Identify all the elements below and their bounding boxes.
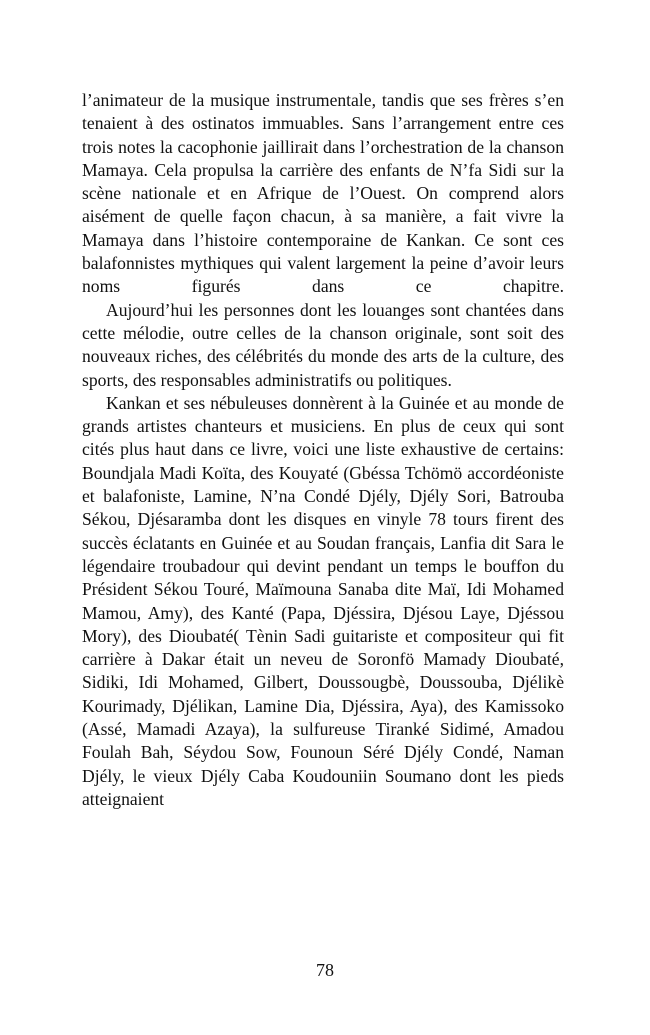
page-body bbox=[82, 89, 564, 811]
paragraph-2: Aujourd’hui les personnes dont les louanges sont chantées dans cette mélodie, outre celles de la chanson originale, sont soit des nouveaux riches, des célébrités du monde des arts de la culture, des sports, des responsables administratifs ou politiques. bbox=[82, 299, 564, 390]
paragraph-1: l’animateur de la musique instrumentale, tandis que ses frères s’en tenaient à des ostinatos immuables. Sans l’arrangement entre ces trois notes la cacophonie jaillirait dans l’orchestration de la chanson Mamaya. Cela propulsa la carrière des enfants de N’fa Sidi sur la scène nationale et en Afrique de l’Ouest. On comprend alors aisément de quelle façon chacun, à sa manière, a fait vivre la Mamaya dans l’histoire contemporaine de Kankan. Ce sont ces balafonnistes mythiques qui valent largement la peine d’avoir leurs noms figurés dans ce chapitre. bbox=[82, 90, 564, 297]
paragraph-3: Kankan et ses nébuleuses donnèrent à la Guinée et au monde de grands artistes chanteurs et musiciens. En plus de ceux qui sont cités plus haut dans ce livre, voici une liste exhaustive de certains: Boundjala Madi Koïta, des Kouyaté (Gbéssa Tchömö accordéoniste et balafoniste, Lamine, N’na Condé Djély, Djély Sori, Batrouba Sékou, Djésaramba dont les disques en vinyle 78 tours firent des succès éclatants en Guinée et au Soudan français, Lanfia dit Sara le légendaire troubadour qui devint pendant un temps le bouffon du Président Sékou Touré, Maïmouna Sanaba dite Maï, Idi Mohamed Mamou, Amy), des Kanté (Papa, Djéssira, Djésou Laye, Djéssou Mory), des Dioubaté( Tènin Sadi guitariste et compositeur qui fit carrière à Dakar était un neveu de Soronfö Mamady Dioubaté, Sidiki, Idi Mohamed, Gilbert, Doussougbè, Doussouba, Djélikè Kourimady, Djélikan, Lamine Dia, Djéssira, Aya), des Kamissoko (Assé, Mamadi Azaya), la sulfureuse Tiranké Sidimé, Amadou Foulah Bah, Séydou Sow, Founoun Séré Djély Condé, Naman Djély, le vieux Djély Caba Koudouniin Soumano dont les pieds atteignaient bbox=[82, 392, 564, 809]
page-number: 78 bbox=[316, 960, 334, 980]
